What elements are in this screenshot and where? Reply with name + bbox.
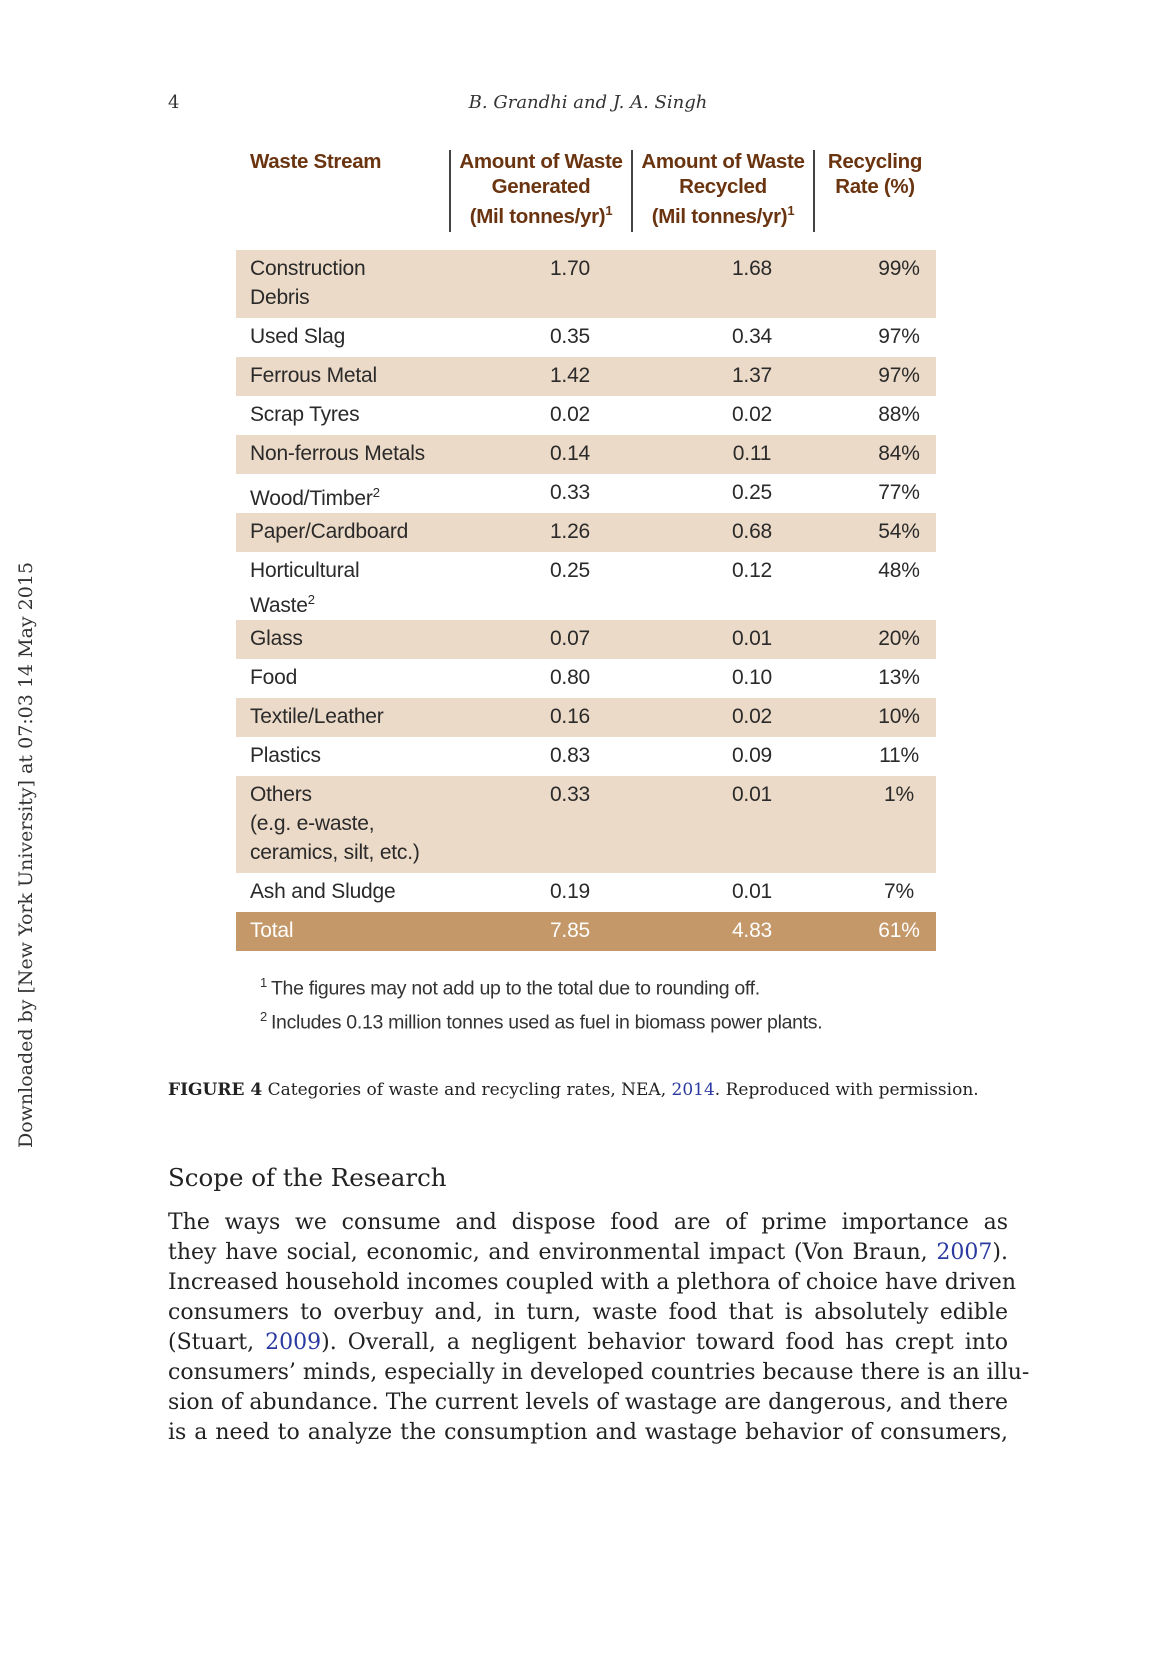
stream-cell: Non-ferrous Metals: [250, 442, 425, 465]
stream-cell: Others (e.g. e-waste, ceramics, silt, etc.): [250, 783, 420, 864]
table-row: [236, 513, 936, 552]
generated-cell: 1.26: [549, 520, 591, 543]
stream-cell: Wood/Timber$^2$: [250, 485, 380, 510]
table-row: [236, 474, 936, 513]
table-row: [236, 552, 936, 620]
generated-cell: 0.33: [549, 481, 591, 504]
paragraph-line: sion of abundance. The current levels of wastage are dangerous, and there: [168, 1390, 1008, 1415]
rate-cell: 1%: [884, 783, 914, 806]
footnote-mark: 2: [372, 485, 380, 500]
running-head-authors: B. Grandhi and J. A. Singh: [468, 92, 708, 113]
generated-cell: 0.02: [549, 403, 591, 426]
recycled-cell: 1.68: [731, 257, 773, 280]
section-heading: Scope of the Research: [168, 1163, 447, 1192]
rate-cell: 54%: [878, 520, 920, 543]
stream-cell: Total: [250, 919, 294, 942]
recycled-cell: 0.01: [731, 880, 773, 903]
generated-cell: 1.42: [549, 364, 591, 387]
figure-4-table: [236, 150, 936, 1036]
header-line: (Mil tonnes/yr)$^1$: [651, 203, 795, 228]
header-line: Generated: [491, 174, 591, 198]
table-footnotes: [236, 969, 936, 1036]
generated-cell: 0.35: [549, 325, 591, 348]
footnote-number: 1: [260, 975, 267, 990]
rate-cell: 10%: [878, 705, 920, 728]
footnote: [260, 969, 936, 1003]
generated-cell: 0.16: [549, 705, 591, 728]
generated-cell: 0.83: [549, 744, 591, 767]
generated-cell: 0.19: [549, 880, 591, 903]
body-paragraph: [168, 1208, 1030, 1448]
stream-cell: Glass: [250, 627, 303, 650]
table-header: [236, 150, 936, 232]
generated-cell: 0.80: [549, 666, 591, 689]
paragraph-line: consumers’ minds, especially in developed countries because there is an illu-: [168, 1360, 1030, 1385]
caption-text-after: . Reproduced with permission.: [714, 1080, 979, 1100]
rate-cell: 97%: [878, 325, 920, 348]
table-row: [236, 776, 936, 873]
citation-link[interactable]: 2009: [265, 1330, 322, 1355]
stream-cell: Food: [250, 666, 298, 689]
stream-cell: Ferrous Metal: [250, 364, 377, 387]
caption-label: FIGURE 4: [168, 1080, 263, 1100]
recycled-cell: 0.34: [731, 325, 773, 348]
watermark-text: Downloaded by [New York University] at 07:03 14 May 2015: [15, 561, 37, 1149]
rate-cell: 11%: [879, 744, 919, 767]
rate-cell: 97%: [878, 364, 920, 387]
table-row: [236, 873, 936, 912]
header-line: Rate (%): [835, 174, 915, 198]
recycled-cell: 4.83: [731, 919, 773, 942]
caption-citation-link[interactable]: 2014: [671, 1080, 715, 1100]
table-row: [236, 250, 936, 318]
stream-cell: Paper/Cardboard: [250, 520, 409, 543]
header-waste-stream: Waste Stream: [250, 150, 382, 173]
table-row: [236, 435, 936, 474]
footnote-mark: 1: [787, 203, 795, 218]
recycled-cell: 0.12: [731, 559, 773, 582]
stream-cell: Ash and Sludge: [250, 880, 396, 903]
rate-cell: 84%: [878, 442, 920, 465]
recycled-cell: 0.25: [731, 481, 773, 504]
generated-cell: 1.70: [549, 257, 591, 280]
rate-cell: 99%: [878, 257, 920, 280]
paragraph-line: they have social, economic, and environmental impact (Von Braun, 2007).: [168, 1240, 1008, 1265]
recycled-cell: 0.11: [732, 442, 772, 465]
figure-caption: [168, 1080, 1028, 1100]
download-watermark: [0, 0, 40, 1680]
table-row: [236, 659, 936, 698]
recycled-cell: 0.68: [731, 520, 773, 543]
table-row: [236, 698, 936, 737]
rate-cell: 48%: [878, 559, 920, 582]
paragraph-line: consumers to overbuy and, in turn, waste food that is absolutely edible: [168, 1300, 1008, 1325]
recycled-cell: 0.01: [731, 783, 773, 806]
generated-cell: 7.85: [549, 919, 591, 942]
footnote: [260, 1003, 936, 1037]
stream-cell: Textile/Leather: [250, 705, 384, 728]
recycled-cell: 0.01: [731, 627, 773, 650]
footnote-text: The figures may not add up to the total due to rounding off.: [270, 977, 760, 1000]
caption-text: Categories of waste and recycling rates, NEA,: [267, 1080, 667, 1100]
recycled-cell: 0.02: [731, 705, 773, 728]
header-amount-recycled: [631, 150, 815, 232]
recycled-cell: 0.10: [731, 666, 773, 689]
paragraph-line: (Stuart, 2009). Overall, a negligent behavior toward food has crept into: [168, 1330, 1008, 1355]
generated-cell: 0.07: [549, 627, 591, 650]
footnote-mark: 1: [605, 203, 613, 218]
total-row: [236, 912, 936, 951]
stream-cell: Plastics: [250, 744, 321, 767]
recycled-cell: 1.37: [731, 364, 773, 387]
paragraph-line: is a need to analyze the consumption and wastage behavior of consumers,: [168, 1420, 1008, 1445]
footnote-mark: 2: [307, 592, 315, 607]
citation-link[interactable]: 2007: [936, 1240, 993, 1265]
table-row: [236, 396, 936, 435]
table-row: [236, 318, 936, 357]
running-head: [168, 92, 1008, 118]
header-recycling-rate: [816, 150, 934, 232]
stream-cell: Construction Debris: [250, 257, 366, 309]
rate-cell: 77%: [878, 481, 920, 504]
recycled-cell: 0.09: [731, 744, 773, 767]
table-row: [236, 620, 936, 659]
generated-cell: 0.25: [549, 559, 591, 582]
rate-cell: 13%: [878, 666, 920, 689]
header-amount-generated: [449, 150, 631, 232]
header-line: Recycled: [679, 174, 767, 198]
page-number: 4: [168, 92, 180, 113]
paragraph-line: Increased household incomes coupled with a plethora of choice have driven: [168, 1270, 1016, 1295]
recycled-cell: 0.02: [731, 403, 773, 426]
header-line: Recycling: [827, 150, 923, 173]
stream-cell: Horticultural Waste$^2$: [250, 559, 360, 617]
header-line: Amount of Waste: [459, 150, 623, 173]
rate-cell: 7%: [884, 880, 914, 903]
table-row: [236, 357, 936, 396]
stream-cell: Used Slag: [250, 325, 346, 348]
stream-cell: Scrap Tyres: [250, 403, 360, 426]
table-body: [236, 250, 936, 951]
header-line: Amount of Waste: [641, 150, 805, 173]
generated-cell: 0.33: [549, 783, 591, 806]
header-line: (Mil tonnes/yr)$^1$: [469, 203, 613, 228]
footnote-number: 2: [260, 1008, 267, 1024]
table-row: [236, 737, 936, 776]
paragraph-line: The ways we consume and dispose food are of prime importance as: [168, 1210, 1008, 1235]
footnote-text: Includes 0.13 million tonnes used as fuel in biomass power plants.: [270, 1011, 823, 1033]
rate-cell: 88%: [878, 403, 920, 426]
rate-cell: 61%: [878, 919, 920, 942]
generated-cell: 0.14: [549, 442, 591, 465]
rate-cell: 20%: [878, 627, 920, 650]
